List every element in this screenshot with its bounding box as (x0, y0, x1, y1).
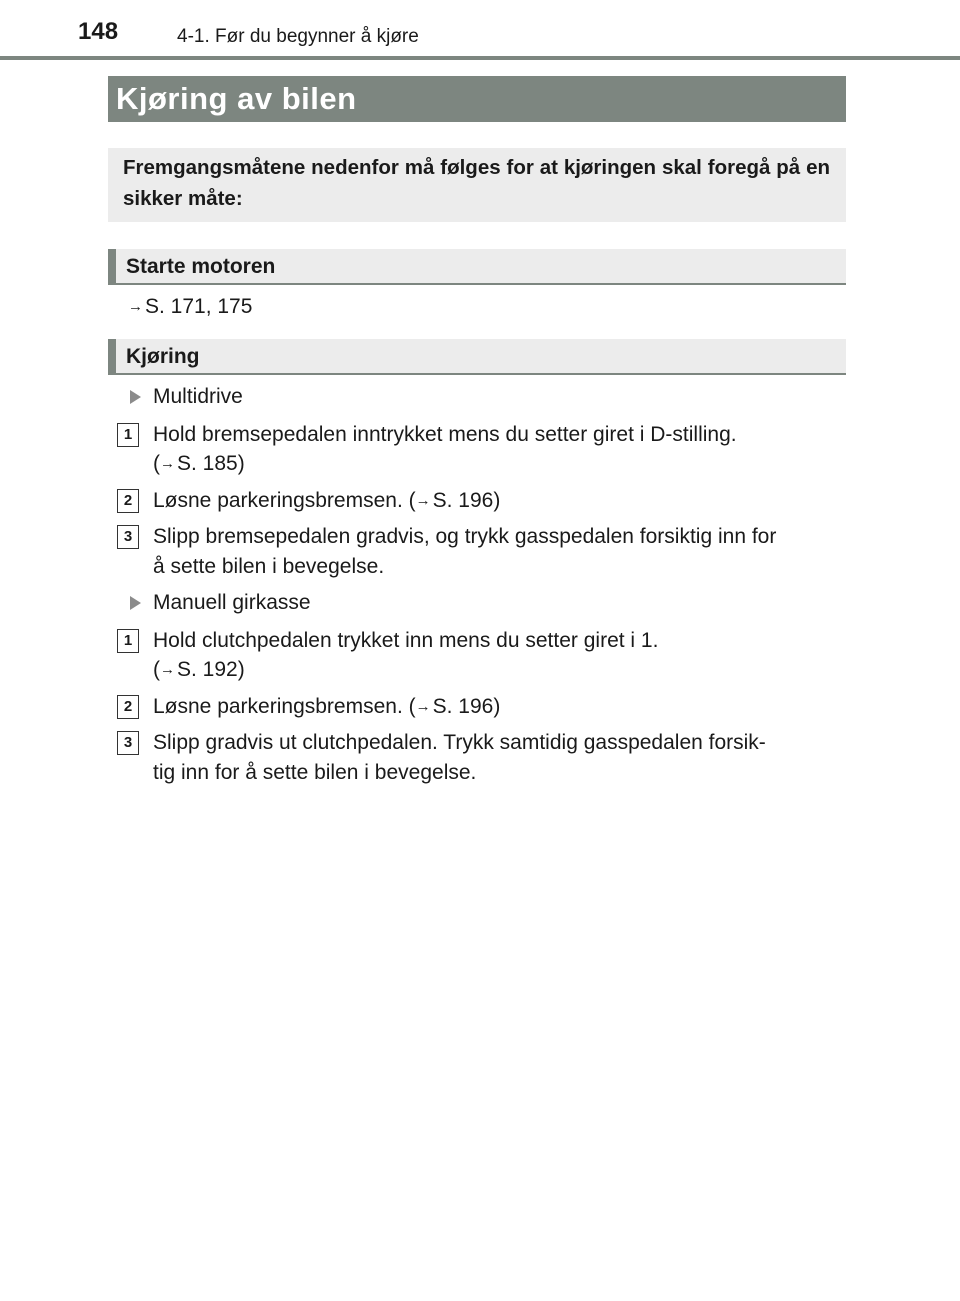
heading-accent (108, 339, 116, 373)
section-title-bar (108, 76, 846, 122)
step-number-badge: 1 (117, 423, 139, 447)
start-engine-reference[interactable] (128, 292, 252, 322)
step-text: Hold clutchpedalen trykket inn mens du setter giret i 1. (153, 629, 659, 652)
reference-paren: ( (153, 452, 160, 475)
reference-paren: ( (153, 658, 160, 681)
step-text: Slipp bremsepedalen gradvis, og trykk gasspedalen forsiktig inn for (153, 525, 777, 548)
chapter-title: 4-1. Før du begynner å kjøre (177, 26, 419, 47)
header-divider (0, 56, 960, 60)
reference-text: S. 171, 175 (145, 295, 253, 318)
arrow-right-icon: → (415, 698, 431, 715)
reference-text: S. 196) (432, 695, 501, 718)
heading-start-engine (108, 249, 846, 285)
step-text: Løsne parkeringsbremsen. ( (153, 489, 416, 512)
arrow-right-icon: → (160, 661, 175, 678)
step-text-continued: tig inn for å sette bilen i bevegelse. (153, 761, 477, 784)
step-text: Slipp gradvis ut clutchpedalen. Trykk samtidig gasspedalen forsik- (153, 731, 766, 754)
intro-box (108, 148, 846, 222)
step-number-badge: 1 (117, 629, 139, 653)
heading-label: Kjøring (126, 345, 200, 368)
step-text-continued: å sette bilen i bevegelse. (153, 555, 385, 578)
subheading-multidrive: Multidrive (153, 385, 243, 408)
step-text: Hold bremsepedalen inntrykket mens du setter giret i D-stilling. (153, 423, 737, 446)
step-number-badge: 3 (117, 731, 139, 755)
step-text: Løsne parkeringsbremsen. ( (153, 695, 416, 718)
reference-text: S. 192) (177, 658, 245, 681)
triangle-bullet-icon (130, 596, 141, 610)
step-text-with-reference[interactable] (153, 692, 500, 722)
arrow-right-icon: → (160, 455, 175, 472)
step-reference[interactable] (153, 655, 245, 685)
heading-accent (108, 249, 116, 283)
page-title: Kjøring av bilen (116, 81, 357, 116)
step-number-badge: 2 (117, 695, 139, 719)
heading-label: Starte motoren (126, 255, 276, 278)
step-text-with-reference[interactable] (153, 486, 500, 516)
step-number-badge: 2 (117, 489, 139, 513)
arrow-right-icon: → (128, 298, 143, 315)
subheading-manual: Manuell girkasse (153, 591, 311, 614)
page-header (0, 0, 960, 60)
reference-text: S. 185) (177, 452, 245, 475)
step-number-badge: 3 (117, 525, 139, 549)
page-number: 148 (78, 18, 119, 45)
heading-driving (108, 339, 846, 375)
arrow-right-icon: → (415, 492, 431, 509)
intro-text: Fremgangsmåtene nedenfor må følges for at kjøringen skal foregå på en sikker måte: (123, 156, 830, 210)
reference-text: S. 196) (432, 489, 501, 512)
step-reference[interactable] (153, 449, 245, 479)
triangle-bullet-icon (130, 390, 141, 404)
